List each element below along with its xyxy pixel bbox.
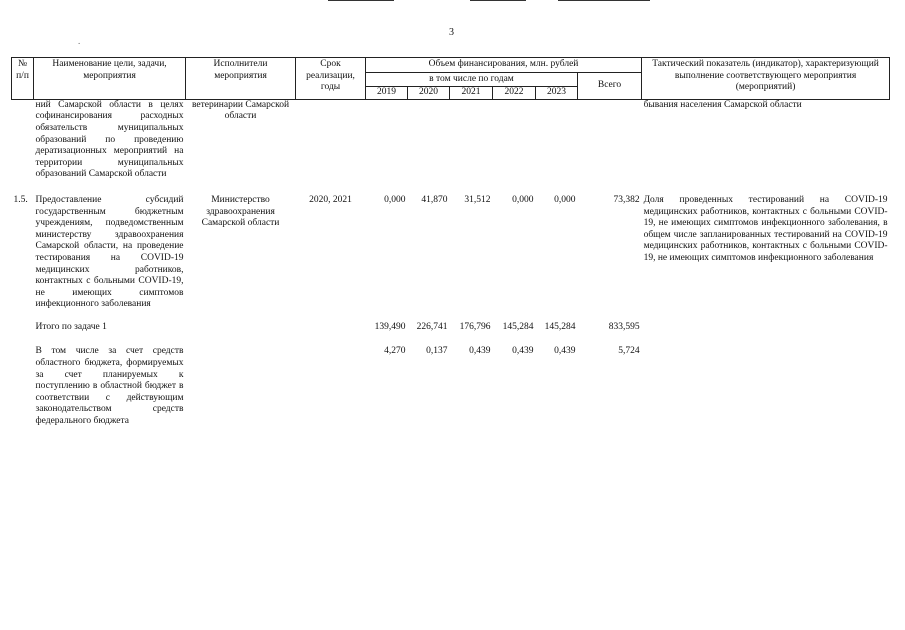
row-value-2019: 139,490 — [374, 321, 406, 332]
row-num — [12, 99, 34, 181]
row-name: Предоставление субсидий государственным бюджетным учреждениям, подведомственным министерству здравоохранения Самарской области, на проведение тестирования на COVID-19 медицинских работников, контактных с больными COVID-19, не имеющих симптомов инфекционного заболевания — [35, 194, 184, 310]
scan-dot: . — [78, 36, 81, 46]
col-funding-header: Объем финансирования, млн. рублей — [366, 58, 642, 73]
row-value-2023 — [536, 99, 578, 181]
row-total: 73,382 — [613, 194, 640, 205]
row-num — [12, 322, 34, 334]
row-value-2022: 0,000 — [512, 194, 534, 205]
row-name: ний Самарской области в целях софинансирования расходных обязательств муниципальных образований по проведению дератизационных мероприятий на территории муниципальных образований Самарской области — [35, 99, 184, 180]
row-term — [296, 322, 366, 334]
page-number: 3 — [449, 27, 454, 38]
row-value-2020: 41,870 — [421, 194, 448, 205]
row-total: 5,724 — [618, 346, 640, 357]
col-executors-header: Исполнители мероприятия — [186, 58, 296, 100]
row-value-2021 — [450, 99, 493, 181]
col-indicator-header: Тактический показатель (индикатор), характеризующий выполнение соответствующего мероприятия (мероприятий) — [642, 58, 890, 100]
col-total-header: Всего — [578, 72, 642, 99]
row-term — [296, 346, 366, 427]
row-value-2022 — [493, 99, 536, 181]
row-executor: Министерство здравоохранения Самарской области — [201, 194, 280, 229]
table-row — [12, 99, 890, 181]
year-header-2020: 2020 — [408, 87, 450, 100]
top-rule — [328, 0, 394, 1]
row-value-2022: 145,284 — [502, 321, 534, 332]
row-indicator — [642, 346, 890, 427]
row-num — [12, 346, 34, 427]
row-indicator — [642, 322, 890, 334]
row-value-2020: 226,741 — [416, 321, 448, 332]
row-value-2023: 145,284 — [544, 321, 576, 332]
row-total — [578, 99, 642, 181]
row-value-2023: 0,439 — [554, 346, 576, 357]
table-row — [12, 322, 890, 334]
spacer-row — [12, 181, 890, 195]
row-value-2019: 0,000 — [384, 194, 406, 205]
table-row — [12, 346, 890, 427]
budget-table — [11, 57, 890, 428]
row-num: 1.5. — [13, 194, 28, 205]
row-executor: ветеринарии Самарской области — [191, 99, 290, 122]
spacer-row — [12, 311, 890, 322]
row-name: Итого по задаче 1 — [35, 321, 107, 332]
row-value-2021: 0,439 — [469, 346, 491, 357]
row-value-2019 — [366, 99, 408, 181]
row-indicator: бывания населения Самарской области — [643, 99, 802, 110]
row-term: 2020, 2021 — [309, 194, 352, 205]
top-rule — [470, 0, 526, 1]
row-term — [296, 99, 366, 181]
row-name: В том числе за счет средств областного бюджета, формируемых за счет планируемых к поступлению в областной бюджет в соответствии с действующим законодательством средств федерального бюджета — [35, 346, 184, 427]
col-by-year-header: в том числе по годам — [366, 72, 578, 87]
row-value-2019: 4,270 — [384, 346, 406, 357]
row-value-2022: 0,439 — [512, 346, 534, 357]
row-value-2021: 31,512 — [464, 194, 491, 205]
row-executor — [186, 346, 296, 427]
row-total: 833,595 — [608, 321, 640, 332]
row-value-2021: 176,796 — [459, 321, 491, 332]
year-header-2021: 2021 — [450, 87, 493, 100]
col-name-header: Наименование цели, задачи, мероприятия — [34, 58, 186, 100]
top-rule — [558, 0, 650, 1]
year-header-2023: 2023 — [536, 87, 578, 100]
row-value-2020: 0,137 — [426, 346, 448, 357]
table-row — [12, 195, 890, 311]
spacer-row — [12, 333, 890, 346]
col-num-header: № п/п — [12, 58, 34, 100]
col-term-header: Срок реализации, годы — [296, 58, 366, 100]
row-indicator: Доля проведенных тестирований на COVID-19 медицинских работников, контактных с больными COVID-19, не имеющих симптомов инфекционного заболевания, в общем числе запланированных тестирований на COVID-19 медицинских работников, контактных с больными COVID-19, не имеющих симптомов инфекционного заболевания — [643, 194, 888, 263]
row-executor — [186, 322, 296, 334]
year-header-2019: 2019 — [366, 87, 408, 100]
year-header-2022: 2022 — [493, 87, 536, 100]
row-value-2020 — [408, 99, 450, 181]
row-value-2023: 0,000 — [554, 194, 576, 205]
